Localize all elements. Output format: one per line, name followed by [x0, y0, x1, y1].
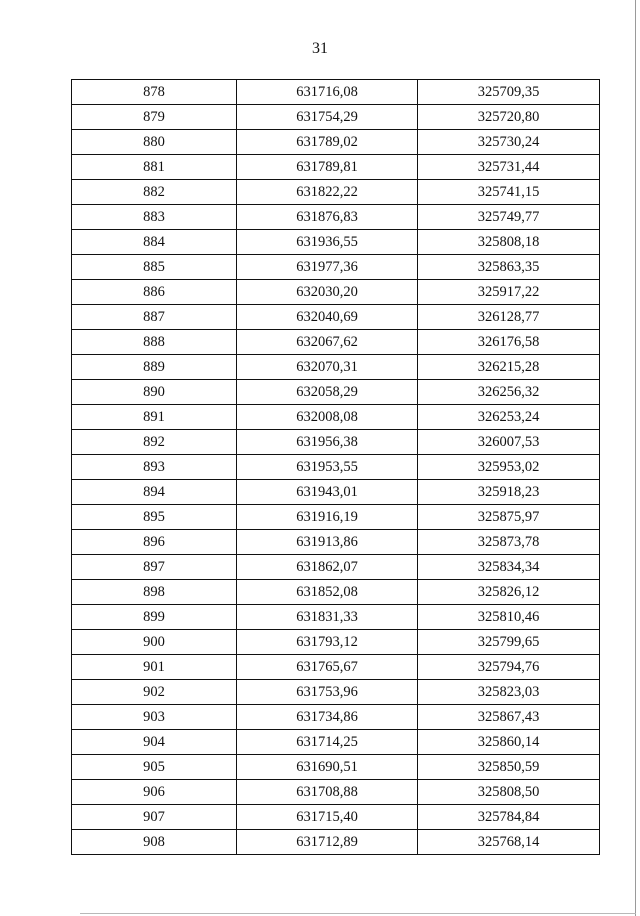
x-coordinate-cell: 631765,67 [237, 655, 418, 680]
point-number-cell: 895 [72, 505, 237, 530]
table-row [72, 605, 600, 630]
point-number-cell: 898 [72, 580, 237, 605]
point-number-cell: 894 [72, 480, 237, 505]
x-coordinate-cell: 631862,07 [237, 555, 418, 580]
x-coordinate-cell: 632040,69 [237, 305, 418, 330]
y-coordinate-cell: 325808,50 [418, 780, 600, 805]
y-coordinate-cell: 326215,28 [418, 355, 600, 380]
y-coordinate-cell: 325768,14 [418, 830, 600, 855]
x-coordinate-cell: 631936,55 [237, 230, 418, 255]
page-edge-bottom [80, 913, 636, 914]
point-number-cell: 881 [72, 155, 237, 180]
table-row [72, 480, 600, 505]
x-coordinate-cell: 631916,19 [237, 505, 418, 530]
point-number-cell: 878 [72, 80, 237, 105]
point-number-cell: 900 [72, 630, 237, 655]
x-coordinate-cell: 631734,86 [237, 705, 418, 730]
x-coordinate-cell: 631716,08 [237, 80, 418, 105]
point-number-cell: 908 [72, 830, 237, 855]
y-coordinate-cell: 325823,03 [418, 680, 600, 705]
point-number-cell: 880 [72, 130, 237, 155]
point-number-cell: 886 [72, 280, 237, 305]
table-row [72, 655, 600, 680]
point-number-cell: 899 [72, 605, 237, 630]
y-coordinate-cell: 325873,78 [418, 530, 600, 555]
y-coordinate-cell: 325863,35 [418, 255, 600, 280]
point-number-cell: 904 [72, 730, 237, 755]
x-coordinate-cell: 632070,31 [237, 355, 418, 380]
table-row [72, 580, 600, 605]
y-coordinate-cell: 325953,02 [418, 455, 600, 480]
y-coordinate-cell: 325741,15 [418, 180, 600, 205]
x-coordinate-cell: 631789,02 [237, 130, 418, 155]
x-coordinate-cell: 631712,89 [237, 830, 418, 855]
y-coordinate-cell: 325709,35 [418, 80, 600, 105]
table-row [72, 80, 600, 105]
point-number-cell: 901 [72, 655, 237, 680]
point-number-cell: 905 [72, 755, 237, 780]
point-number-cell: 888 [72, 330, 237, 355]
x-coordinate-cell: 631943,01 [237, 480, 418, 505]
table-row [72, 805, 600, 830]
y-coordinate-cell: 325730,24 [418, 130, 600, 155]
point-number-cell: 879 [72, 105, 237, 130]
table-row [72, 505, 600, 530]
y-coordinate-cell: 325799,65 [418, 630, 600, 655]
table-row [72, 755, 600, 780]
point-number-cell: 903 [72, 705, 237, 730]
table-row [72, 680, 600, 705]
x-coordinate-cell: 631831,33 [237, 605, 418, 630]
x-coordinate-cell: 632058,29 [237, 380, 418, 405]
table-row [72, 380, 600, 405]
x-coordinate-cell: 632008,08 [237, 405, 418, 430]
point-number-cell: 889 [72, 355, 237, 380]
point-number-cell: 906 [72, 780, 237, 805]
x-coordinate-cell: 631690,51 [237, 755, 418, 780]
y-coordinate-cell: 325867,43 [418, 705, 600, 730]
table-row [72, 155, 600, 180]
y-coordinate-cell: 326253,24 [418, 405, 600, 430]
point-number-cell: 882 [72, 180, 237, 205]
point-number-cell: 902 [72, 680, 237, 705]
page-number: 31 [312, 40, 328, 57]
x-coordinate-cell: 632030,20 [237, 280, 418, 305]
x-coordinate-cell: 631977,36 [237, 255, 418, 280]
y-coordinate-cell: 325749,77 [418, 205, 600, 230]
x-coordinate-cell: 631822,22 [237, 180, 418, 205]
y-coordinate-cell: 326128,77 [418, 305, 600, 330]
table-row [72, 530, 600, 555]
x-coordinate-cell: 631753,96 [237, 680, 418, 705]
table-row [72, 705, 600, 730]
y-coordinate-cell: 325834,34 [418, 555, 600, 580]
y-coordinate-cell: 326007,53 [418, 430, 600, 455]
y-coordinate-cell: 326256,32 [418, 380, 600, 405]
table-row [72, 405, 600, 430]
x-coordinate-cell: 631956,38 [237, 430, 418, 455]
point-number-cell: 885 [72, 255, 237, 280]
table-row [72, 330, 600, 355]
table-row [72, 730, 600, 755]
y-coordinate-cell: 325808,18 [418, 230, 600, 255]
point-number-cell: 907 [72, 805, 237, 830]
x-coordinate-cell: 631953,55 [237, 455, 418, 480]
x-coordinate-cell: 631708,88 [237, 780, 418, 805]
y-coordinate-cell: 325720,80 [418, 105, 600, 130]
table-row [72, 355, 600, 380]
page-edge-right [635, 0, 636, 916]
table-row [72, 430, 600, 455]
table-row [72, 830, 600, 855]
x-coordinate-cell: 631754,29 [237, 105, 418, 130]
x-coordinate-cell: 632067,62 [237, 330, 418, 355]
y-coordinate-cell: 325875,97 [418, 505, 600, 530]
y-coordinate-cell: 325850,59 [418, 755, 600, 780]
point-number-cell: 887 [72, 305, 237, 330]
x-coordinate-cell: 631876,83 [237, 205, 418, 230]
y-coordinate-cell: 325784,84 [418, 805, 600, 830]
x-coordinate-cell: 631793,12 [237, 630, 418, 655]
point-number-cell: 883 [72, 205, 237, 230]
table-row [72, 230, 600, 255]
table-row [72, 630, 600, 655]
table-row [72, 105, 600, 130]
y-coordinate-cell: 325918,23 [418, 480, 600, 505]
y-coordinate-cell: 326176,58 [418, 330, 600, 355]
table-row [72, 255, 600, 280]
table-row [72, 205, 600, 230]
x-coordinate-cell: 631715,40 [237, 805, 418, 830]
point-number-cell: 892 [72, 430, 237, 455]
table-row [72, 555, 600, 580]
table-row [72, 305, 600, 330]
y-coordinate-cell: 325810,46 [418, 605, 600, 630]
point-number-cell: 884 [72, 230, 237, 255]
point-number-cell: 893 [72, 455, 237, 480]
x-coordinate-cell: 631789,81 [237, 155, 418, 180]
table-row [72, 180, 600, 205]
x-coordinate-cell: 631913,86 [237, 530, 418, 555]
x-coordinate-cell: 631714,25 [237, 730, 418, 755]
table-row [72, 280, 600, 305]
y-coordinate-cell: 325917,22 [418, 280, 600, 305]
x-coordinate-cell: 631852,08 [237, 580, 418, 605]
point-number-cell: 890 [72, 380, 237, 405]
y-coordinate-cell: 325731,44 [418, 155, 600, 180]
y-coordinate-cell: 325826,12 [418, 580, 600, 605]
y-coordinate-cell: 325860,14 [418, 730, 600, 755]
point-number-cell: 896 [72, 530, 237, 555]
table-row [72, 780, 600, 805]
table-row [72, 130, 600, 155]
point-number-cell: 897 [72, 555, 237, 580]
y-coordinate-cell: 325794,76 [418, 655, 600, 680]
point-number-cell: 891 [72, 405, 237, 430]
coordinates-table [71, 79, 600, 855]
table-row [72, 455, 600, 480]
coordinates-table-body [72, 80, 600, 855]
